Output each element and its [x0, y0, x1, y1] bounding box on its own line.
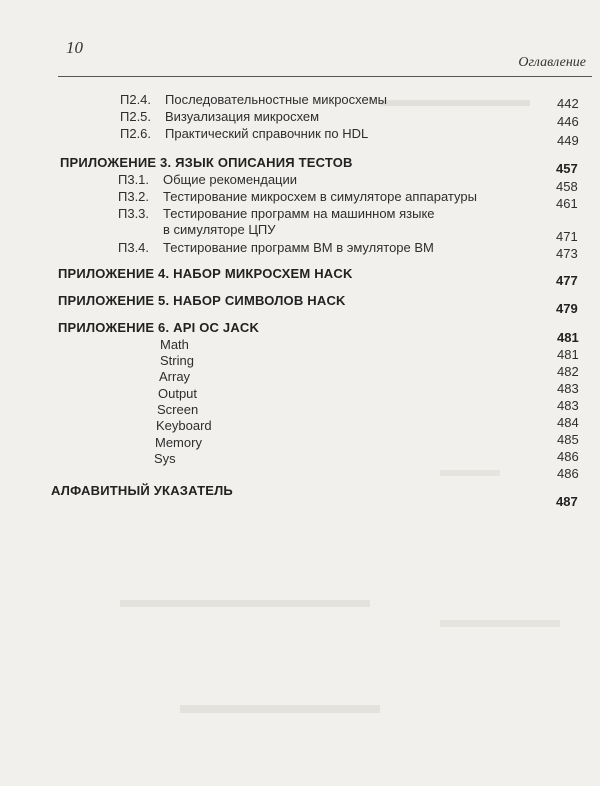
entry-code: П3.3.	[118, 206, 150, 221]
entry-page: 458	[556, 179, 578, 194]
running-title: Оглавление	[518, 55, 586, 70]
appendix-page: 457	[556, 161, 578, 176]
appendix-page: 479	[556, 301, 578, 316]
entry-code: П3.1.	[118, 172, 150, 187]
page-number: 10	[66, 38, 83, 57]
entry-page: 471	[556, 229, 578, 244]
index-page: 487	[556, 494, 578, 509]
entry-page: 449	[557, 133, 579, 148]
entry-code: П2.6.	[120, 126, 152, 141]
appendix-page: 477	[556, 273, 578, 288]
entry-title: Тестирование программ ВМ в эмуляторе ВМ	[163, 240, 434, 255]
api-class-page: 481	[557, 347, 579, 362]
api-class-name: Screen	[157, 402, 199, 417]
entry-page: 442	[557, 96, 579, 111]
entry-title: Тестирование микросхем в симуляторе аппаратуры	[163, 189, 477, 204]
entry-page: 446	[557, 114, 579, 129]
entry-page: 473	[556, 246, 578, 261]
entry-code: П3.4.	[118, 240, 150, 255]
appendix-title: ПРИЛОЖЕНИЕ 3. ЯЗЫК ОПИСАНИЯ ТЕСТОВ	[60, 155, 353, 170]
index-title: АЛФАВИТНЫЙ УКАЗАТЕЛЬ	[51, 483, 233, 498]
entry-page: 461	[556, 196, 578, 211]
entry-title: Последовательностные микросхемы	[165, 92, 388, 107]
api-class-page: 486	[557, 449, 579, 464]
appendix-title: ПРИЛОЖЕНИЕ 5. НАБОР СИМВОЛОВ HACK	[58, 293, 346, 308]
appendix-page: 481	[557, 330, 579, 345]
entry-title: Общие рекомендации	[163, 172, 298, 187]
api-class-name: Array	[159, 369, 191, 384]
appendix-title: ПРИЛОЖЕНИЕ 6. API ОС JACK	[58, 320, 260, 335]
api-class-name: Keyboard	[156, 418, 212, 433]
entry-title: Тестирование программ на машинном языке	[163, 206, 435, 221]
entry-title-continued: в симуляторе ЦПУ	[163, 222, 276, 237]
api-class-page: 486	[557, 466, 579, 481]
api-class-name: Math	[160, 337, 189, 352]
api-class-page: 485	[557, 432, 579, 447]
entry-title: Практический справочник по HDL	[165, 126, 369, 141]
api-class-name: Memory	[155, 435, 202, 450]
api-class-page: 482	[557, 364, 579, 379]
entry-code: П3.2.	[118, 189, 150, 204]
api-class-name: Sys	[154, 451, 176, 466]
entry-title: Визуализация микросхем	[165, 109, 320, 124]
header-rule	[58, 76, 592, 77]
api-class-page: 483	[557, 398, 579, 413]
api-class-page: 484	[557, 415, 579, 430]
api-class-name: String	[160, 353, 194, 368]
api-class-name: Output	[158, 386, 198, 401]
entry-code: П2.5.	[120, 109, 152, 124]
entry-code: П2.4.	[120, 92, 152, 107]
api-class-page: 483	[557, 381, 579, 396]
appendix-title: ПРИЛОЖЕНИЕ 4. НАБОР МИКРОСХЕМ HACK	[58, 266, 353, 281]
